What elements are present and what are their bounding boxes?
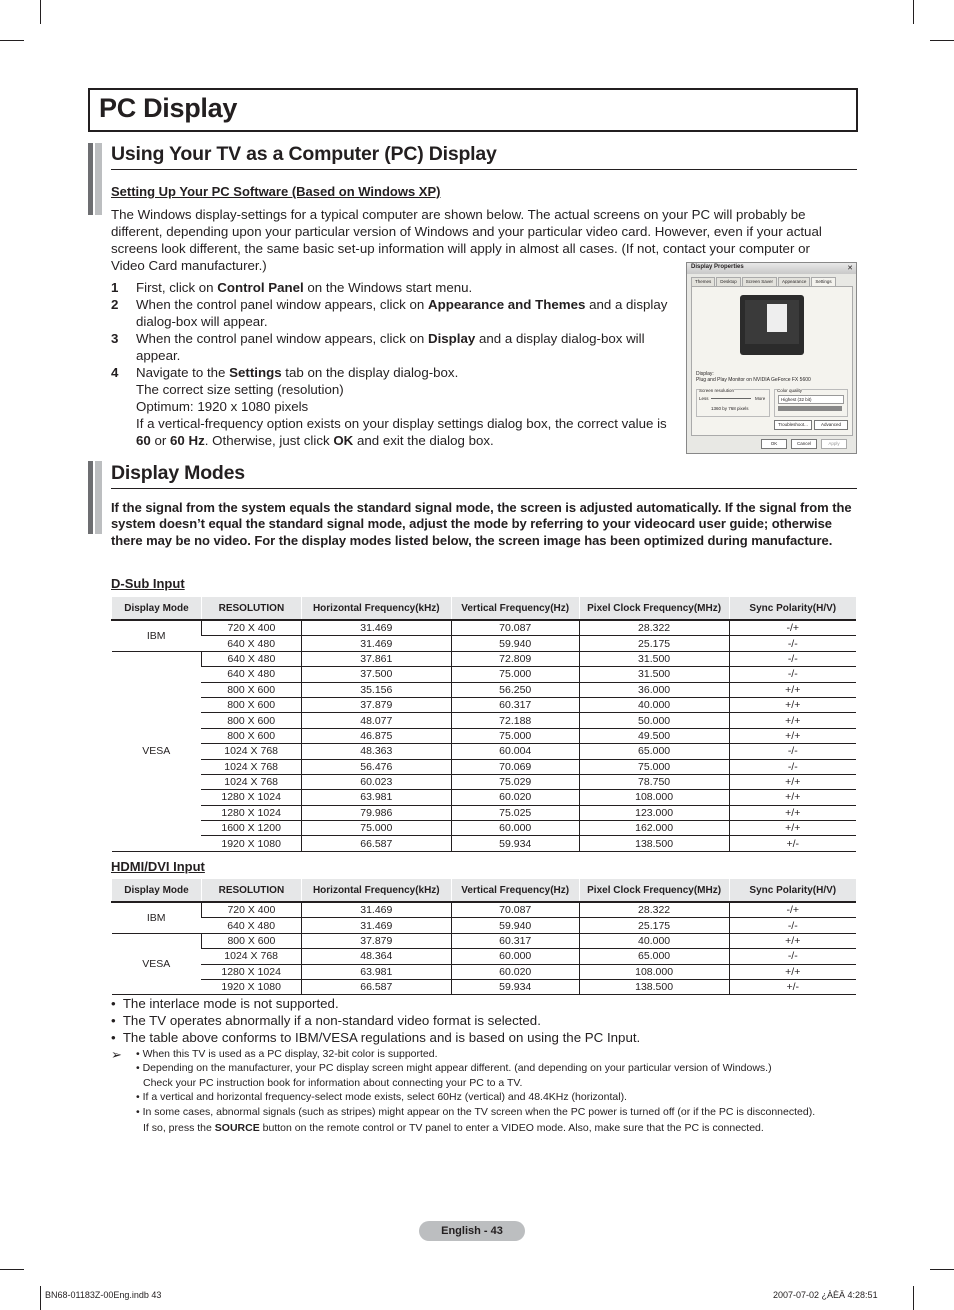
table-cell: 59.940 — [451, 918, 579, 933]
table-row — [112, 682, 857, 697]
table-cell: 50.000 — [579, 713, 729, 728]
table-cell: 72.809 — [451, 651, 579, 666]
section-title-pc: Using Your TV as a Computer (PC) Display — [111, 143, 497, 165]
resolution-value: 1360 by 768 pixels — [711, 406, 749, 411]
table-cell: -/- — [729, 651, 856, 666]
note-item: • If a vertical and horizontal frequency-select mode exists, select 60Hz (vertical) and 48.4KHz (horizontal). — [136, 1091, 627, 1104]
table-cell: +/+ — [729, 697, 856, 712]
display-mode-cell: IBM — [112, 620, 202, 651]
display-mode-cell: VESA — [112, 651, 202, 851]
table-row — [112, 759, 857, 774]
crop-mark — [40, 1286, 41, 1310]
resolution-slider[interactable] — [711, 398, 751, 399]
table-cell: 800 X 600 — [201, 728, 301, 743]
dialog-tabs — [691, 277, 837, 286]
table-cell: 1024 X 768 — [201, 744, 301, 759]
table-cell: 640 X 480 — [201, 651, 301, 666]
bullet-dot: • — [111, 1030, 123, 1045]
table-cell: 60.000 — [451, 949, 579, 964]
step-keyword: OK — [333, 433, 354, 448]
step-keyword: 60 — [136, 433, 151, 448]
table-cell: +/+ — [729, 933, 856, 948]
crop-mark — [913, 0, 914, 24]
note-item: • When this TV is used as a PC display, 32-bit color is supported. — [136, 1048, 438, 1060]
column-header: RESOLUTION — [201, 597, 301, 620]
table-cell: 28.322 — [579, 620, 729, 636]
table-cell: -/- — [729, 636, 856, 651]
color-value: Highest (32 bit) — [781, 397, 812, 402]
table-cell: 800 X 600 — [201, 682, 301, 697]
hdmi-table — [111, 879, 856, 995]
bullet-dot: • — [111, 1013, 123, 1028]
slug-right: 2007-07-02 ¿ÀÈÄ 4:28:51 — [773, 1290, 878, 1300]
bullet-text: The TV operates abnormally if a non-standard video format is selected. — [122, 1013, 541, 1028]
step-text: When the control panel window appears, click on Display and a display dialog-box will appear. — [136, 331, 645, 363]
table-cell: 56.250 — [451, 682, 579, 697]
crop-mark — [913, 1286, 914, 1310]
close-icon: ✕ — [847, 265, 853, 272]
table-cell: 1024 X 768 — [201, 949, 301, 964]
more-label: More — [755, 396, 766, 401]
table-row — [112, 902, 857, 918]
column-header: Horizontal Frequency(kHz) — [301, 597, 451, 620]
table-cell: 1280 X 1024 — [201, 964, 301, 979]
step-number: 2 — [111, 297, 119, 312]
table-cell: 59.934 — [451, 979, 579, 994]
table-cell: 79.986 — [301, 805, 451, 820]
table-cell: 720 X 400 — [201, 902, 301, 918]
table-header-row — [112, 597, 857, 620]
column-header: Vertical Frequency(Hz) — [451, 597, 579, 620]
table-cell: 60.317 — [451, 697, 579, 712]
advanced-label: Advanced — [820, 422, 841, 427]
table-cell: 63.981 — [301, 964, 451, 979]
table-cell: 25.175 — [579, 636, 729, 651]
column-header: Display Mode — [112, 597, 202, 620]
crop-mark — [0, 40, 24, 41]
table-cell: 66.587 — [301, 836, 451, 851]
display-value: Plug and Play Monitor on NVIDIA GeForce FX 5600 — [696, 377, 811, 383]
bullet-item — [111, 995, 640, 1012]
table-cell: 65.000 — [579, 744, 729, 759]
table-cell: +/+ — [729, 774, 856, 789]
step-keyword: Settings — [229, 365, 282, 380]
apply-button[interactable] — [821, 439, 847, 449]
column-header: RESOLUTION — [201, 879, 301, 902]
step-number: 4 — [111, 365, 119, 380]
table-row — [112, 949, 857, 964]
table-cell: +/+ — [729, 790, 856, 805]
note-item: • Depending on the manufacturer, your PC display screen might appear different. (and depending on your particular version of Windows.) — [136, 1062, 772, 1075]
table-cell: 75.000 — [451, 728, 579, 743]
note-item: Check your PC instruction book for information about connecting your PC to a TV. — [143, 1076, 523, 1089]
table-cell: 720 X 400 — [201, 620, 301, 636]
table-cell: 36.000 — [579, 682, 729, 697]
column-header: Pixel Clock Frequency(MHz) — [579, 879, 729, 902]
color-bar — [778, 406, 842, 411]
table-cell: 75.029 — [451, 774, 579, 789]
monitor-graphic — [740, 295, 804, 355]
table-cell: -/+ — [729, 620, 856, 636]
color-label: Color quality — [777, 388, 803, 393]
section-rule — [111, 169, 857, 170]
table-cell: 37.861 — [301, 651, 451, 666]
advanced-button[interactable] — [814, 420, 848, 430]
apply-label: Apply — [828, 441, 840, 446]
screen-window — [767, 304, 787, 332]
table-cell: 640 X 480 — [201, 636, 301, 651]
table-cell: 37.500 — [301, 667, 451, 682]
section-bar — [88, 143, 102, 215]
step-keyword: 60 Hz — [170, 433, 205, 448]
section-title-modes: Display Modes — [111, 462, 245, 484]
table-cell: +/- — [729, 836, 856, 851]
step-item — [111, 330, 671, 364]
table-cell: -/- — [729, 918, 856, 933]
step-item — [111, 296, 671, 330]
table-cell: -/- — [729, 759, 856, 774]
color-select[interactable] — [778, 395, 844, 404]
display-mode-cell: VESA — [112, 933, 202, 995]
step-number: 1 — [111, 280, 119, 295]
ok-button[interactable] — [761, 439, 787, 449]
column-header: Sync Polarity(H/V) — [729, 879, 856, 902]
resolution-group — [696, 389, 770, 417]
table-cell: -/- — [729, 744, 856, 759]
cancel-label: Cancel — [796, 441, 811, 446]
crop-mark — [930, 40, 954, 41]
display-label: Display: — [696, 371, 714, 377]
step-item — [111, 364, 671, 449]
step-detail: The correct size setting (resolution) — [136, 382, 344, 397]
notes-list — [136, 1047, 815, 1135]
step-keyword: Control Panel — [217, 280, 304, 295]
dsub-table — [111, 597, 856, 852]
table-cell: 75.000 — [301, 821, 451, 836]
table-row — [112, 774, 857, 789]
table-cell: 640 X 480 — [201, 918, 301, 933]
table-row — [112, 964, 857, 979]
table-row — [112, 620, 857, 636]
table-cell: 1280 X 1024 — [201, 790, 301, 805]
table-cell: 162.000 — [579, 821, 729, 836]
table-cell: 123.000 — [579, 805, 729, 820]
arrow-icon: ➢ — [111, 1047, 122, 1062]
table-cell: -/- — [729, 667, 856, 682]
step-detail: Optimum: 1920 x 1080 pixels — [136, 399, 309, 414]
step-keyword: Appearance and Themes — [427, 297, 586, 312]
column-header: Pixel Clock Frequency(MHz) — [579, 597, 729, 620]
table-cell: +/+ — [729, 728, 856, 743]
dialog-title: Display Properties — [691, 264, 744, 270]
table-cell: 31.500 — [579, 667, 729, 682]
bullet-item — [111, 1012, 640, 1029]
column-header: Vertical Frequency(Hz) — [451, 879, 579, 902]
table-cell: 75.000 — [451, 667, 579, 682]
column-header: Horizontal Frequency(kHz) — [301, 879, 451, 902]
table-cell: 138.500 — [579, 979, 729, 994]
dialog-tab[interactable]: Screen Saver — [742, 277, 777, 286]
step-detail: If a vertical-frequency option exists on your display settings dialog box, the correct value is 60 or 60 Hz. Otherwise, just click OK and exit the dialog box. — [136, 416, 667, 448]
table-cell: 37.879 — [301, 933, 451, 948]
table-cell: 60.000 — [451, 821, 579, 836]
step-text: Navigate to the Settings tab on the display dialog-box. The correct size setting (resolution) Optimum: 1920 x 1080 pixels If a vertical-frequency option exists on your display settings dialog box, the correct value is 60 or 60 Hz. Otherwise, just click OK and exit the dialog box. — [136, 365, 667, 448]
table-cell: 65.000 — [579, 949, 729, 964]
table-row — [112, 697, 857, 712]
table-cell: 138.500 — [579, 836, 729, 851]
page-number: English - 43 — [419, 1221, 525, 1241]
table-row — [112, 651, 857, 666]
step-keyword: Display — [427, 331, 476, 346]
table-cell: 75.000 — [579, 759, 729, 774]
table-cell: +/+ — [729, 682, 856, 697]
table-cell: 35.156 — [301, 682, 451, 697]
table-cell: 48.364 — [301, 949, 451, 964]
table-row — [112, 713, 857, 728]
table-row — [112, 744, 857, 759]
dsub-heading: D-Sub Input — [111, 576, 185, 591]
table-cell: 25.175 — [579, 918, 729, 933]
table-cell: 31.469 — [301, 918, 451, 933]
dialog-panel — [691, 286, 853, 436]
table-cell: 1920 X 1080 — [201, 979, 301, 994]
table-cell: 37.879 — [301, 697, 451, 712]
table-cell: 72.188 — [451, 713, 579, 728]
table-cell: 63.981 — [301, 790, 451, 805]
table-cell: 640 X 480 — [201, 667, 301, 682]
dialog-tab[interactable]: Appearance — [778, 277, 810, 286]
table-cell: 48.363 — [301, 744, 451, 759]
crop-mark — [930, 1269, 954, 1270]
table-cell: 108.000 — [579, 964, 729, 979]
table-cell: -/+ — [729, 902, 856, 918]
page-title-box — [88, 88, 858, 132]
dialog-titlebar — [687, 263, 856, 274]
table-cell: 60.020 — [451, 790, 579, 805]
table-row — [112, 918, 857, 933]
table-cell: 31.469 — [301, 636, 451, 651]
table-cell: 31.500 — [579, 651, 729, 666]
table-cell: 70.087 — [451, 620, 579, 636]
table-cell: 60.023 — [301, 774, 451, 789]
table-row — [112, 805, 857, 820]
hdmi-heading: HDMI/DVI Input — [111, 859, 205, 874]
display-mode-cell: IBM — [112, 902, 202, 933]
bullet-item — [111, 1029, 640, 1046]
bullet-text: The interlace mode is not supported. — [122, 996, 339, 1011]
table-cell: 40.000 — [579, 933, 729, 948]
table-cell: +/- — [729, 979, 856, 994]
table-cell: 56.476 — [301, 759, 451, 774]
monitor-screen — [745, 300, 799, 344]
ok-label: OK — [770, 441, 778, 446]
dialog-tab[interactable]: Desktop — [716, 277, 741, 286]
dialog-tab[interactable]: Settings — [811, 277, 835, 286]
column-header: Display Mode — [112, 879, 202, 902]
table-cell: +/+ — [729, 964, 856, 979]
cancel-button[interactable] — [791, 439, 817, 449]
table-cell: 48.077 — [301, 713, 451, 728]
table-cell: 75.025 — [451, 805, 579, 820]
slug-left: BN68-01183Z-00Eng.indb 43 — [45, 1290, 162, 1300]
table-cell: 1600 X 1200 — [201, 821, 301, 836]
step-text: First, click on Control Panel on the Windows start menu. — [136, 280, 473, 295]
step-number: 3 — [111, 331, 119, 346]
dialog-tab[interactable]: Themes — [691, 277, 715, 286]
table-cell: 70.069 — [451, 759, 579, 774]
table-cell: +/+ — [729, 805, 856, 820]
crop-mark — [0, 1269, 24, 1270]
table-cell: -/- — [729, 949, 856, 964]
table-cell: 800 X 600 — [201, 697, 301, 712]
table-cell: 78.750 — [579, 774, 729, 789]
page-title: PC Display — [99, 93, 238, 123]
intro-paragraph: The Windows display-settings for a typical computer are shown below. The actual screens on your PC will probably be different, depending upon your particular version of Windows and your particular video card. However, even if your actual screens look different, the same basic set-up information will apply in almost all cases. (If not, contact your computer or Video Card manufacturer.) — [111, 207, 822, 273]
table-cell: 31.469 — [301, 620, 451, 636]
table-header-row — [112, 879, 857, 902]
table-cell: 1024 X 768 — [201, 774, 301, 789]
bullet-text: The table above conforms to IBM/VESA regulations and is based on using the PC Input. — [122, 1030, 641, 1045]
resolution-label: Screen resolution — [699, 388, 735, 393]
color-group — [774, 389, 848, 417]
step-text: When the control panel window appears, click on Appearance and Themes and a display dialog-box will appear. — [136, 297, 668, 329]
table-cell: 1280 X 1024 — [201, 805, 301, 820]
table-row — [112, 933, 857, 948]
note-keyword: SOURCE — [214, 1122, 260, 1135]
table-cell: 108.000 — [579, 790, 729, 805]
table-cell: 1920 X 1080 — [201, 836, 301, 851]
table-cell: 59.934 — [451, 836, 579, 851]
table-cell: 60.004 — [451, 744, 579, 759]
table-row — [112, 728, 857, 743]
column-header: Sync Polarity(H/V) — [729, 597, 856, 620]
table-row — [112, 979, 857, 994]
troubleshoot-label: Troubleshoot... — [778, 422, 808, 427]
less-label: Less — [699, 396, 709, 401]
table-cell: +/+ — [729, 821, 856, 836]
bullet-list — [111, 995, 640, 1046]
table-row — [112, 821, 857, 836]
modes-intro: If the signal from the system equals the standard signal mode, the screen is adjusted automatically. If the signal from the system doesn’t equal the standard signal mode, adjust the mode by referring to your videocard user guide; otherwise there may be no video. For the display modes listed below, the screen image has been optimized during manufacture. — [111, 500, 852, 548]
table-cell: 60.317 — [451, 933, 579, 948]
table-cell: 1024 X 768 — [201, 759, 301, 774]
table-row — [112, 636, 857, 651]
note-item: • In some cases, abnormal signals (such as stripes) might appear on the TV screen when the PC power is turned off (or if the PC is disconnected). — [136, 1105, 816, 1118]
section-bar — [88, 461, 102, 534]
table-cell: 66.587 — [301, 979, 451, 994]
table-row — [112, 790, 857, 805]
table-row — [112, 667, 857, 682]
table-cell: 28.322 — [579, 902, 729, 918]
table-cell: 70.087 — [451, 902, 579, 918]
display-properties-screenshot — [686, 262, 857, 454]
table-row — [112, 836, 857, 851]
note-item: If so, press the SOURCE button on the remote control or TV panel to enter a VIDEO mode. Also, make sure that the PC is connected. — [143, 1122, 764, 1135]
table-cell: 31.469 — [301, 902, 451, 918]
table-cell: +/+ — [729, 713, 856, 728]
table-cell: 40.000 — [579, 697, 729, 712]
troubleshoot-button[interactable] — [774, 420, 812, 430]
table-cell: 800 X 600 — [201, 933, 301, 948]
table-cell: 59.940 — [451, 636, 579, 651]
bullet-dot: • — [111, 996, 123, 1011]
table-cell: 46.875 — [301, 728, 451, 743]
crop-mark — [40, 0, 41, 24]
table-cell: 800 X 600 — [201, 713, 301, 728]
table-cell: 60.020 — [451, 964, 579, 979]
subheading-software: Setting Up Your PC Software (Based on Windows XP) — [111, 184, 441, 199]
table-cell: 49.500 — [579, 728, 729, 743]
section-rule — [111, 488, 857, 489]
